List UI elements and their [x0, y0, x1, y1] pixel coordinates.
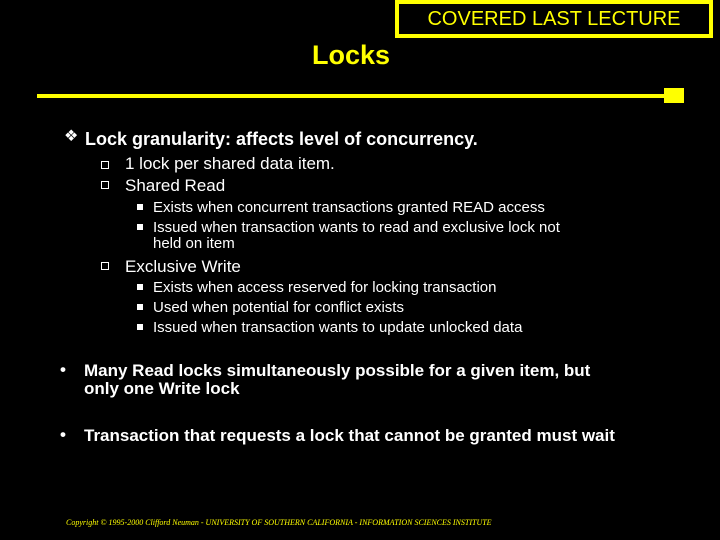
- exclusive-write-item-3: Issued when transaction wants to update unlocked data: [153, 319, 523, 336]
- shared-read-item-2: Issued when transaction wants to read and exclusive lock not: [153, 219, 560, 236]
- hollow-square-icon: [101, 161, 109, 169]
- dot-icon: •: [60, 425, 66, 444]
- hollow-square-icon: [101, 181, 109, 189]
- diamond-icon: ❖: [64, 128, 79, 145]
- dot-icon: •: [60, 360, 66, 379]
- sub-bullet-3: Exclusive Write: [125, 257, 241, 276]
- shared-read-item-1: Exists when concurrent transactions granted READ access: [153, 199, 545, 216]
- point-1-line-1: Many Read locks simultaneously possible for a given item, but: [84, 361, 591, 380]
- filled-square-icon: [137, 304, 143, 310]
- exclusive-write-item-1: Exists when access reserved for locking transaction: [153, 279, 497, 296]
- filled-square-icon: [137, 204, 143, 210]
- copyright-footer: Copyright © 1995-2000 Clifford Neuman - UNIVERSITY OF SOUTHERN CALIFORNIA - INFORMATION SCIENCES INSTITUTE: [66, 518, 492, 527]
- filled-square-icon: [137, 284, 143, 290]
- covered-last-lecture-badge: COVERED LAST LECTURE: [395, 0, 713, 38]
- main-bullet-text: Lock granularity: affects level of concurrency.: [85, 129, 478, 149]
- hollow-square-icon: [101, 262, 109, 270]
- point-1-line-2: only one Write lock: [84, 379, 240, 398]
- sub-bullet-1: 1 lock per shared data item.: [125, 154, 335, 173]
- slide-title: Locks: [312, 40, 391, 70]
- filled-square-icon: [137, 224, 143, 230]
- title-divider-end: [664, 88, 684, 103]
- exclusive-write-item-2: Used when potential for conflict exists: [153, 299, 404, 316]
- title-divider: [37, 94, 664, 98]
- shared-read-item-2-cont: held on item: [153, 235, 235, 252]
- sub-bullet-2: Shared Read: [125, 176, 226, 195]
- point-2: Transaction that requests a lock that cannot be granted must wait: [84, 426, 615, 445]
- filled-square-icon: [137, 324, 143, 330]
